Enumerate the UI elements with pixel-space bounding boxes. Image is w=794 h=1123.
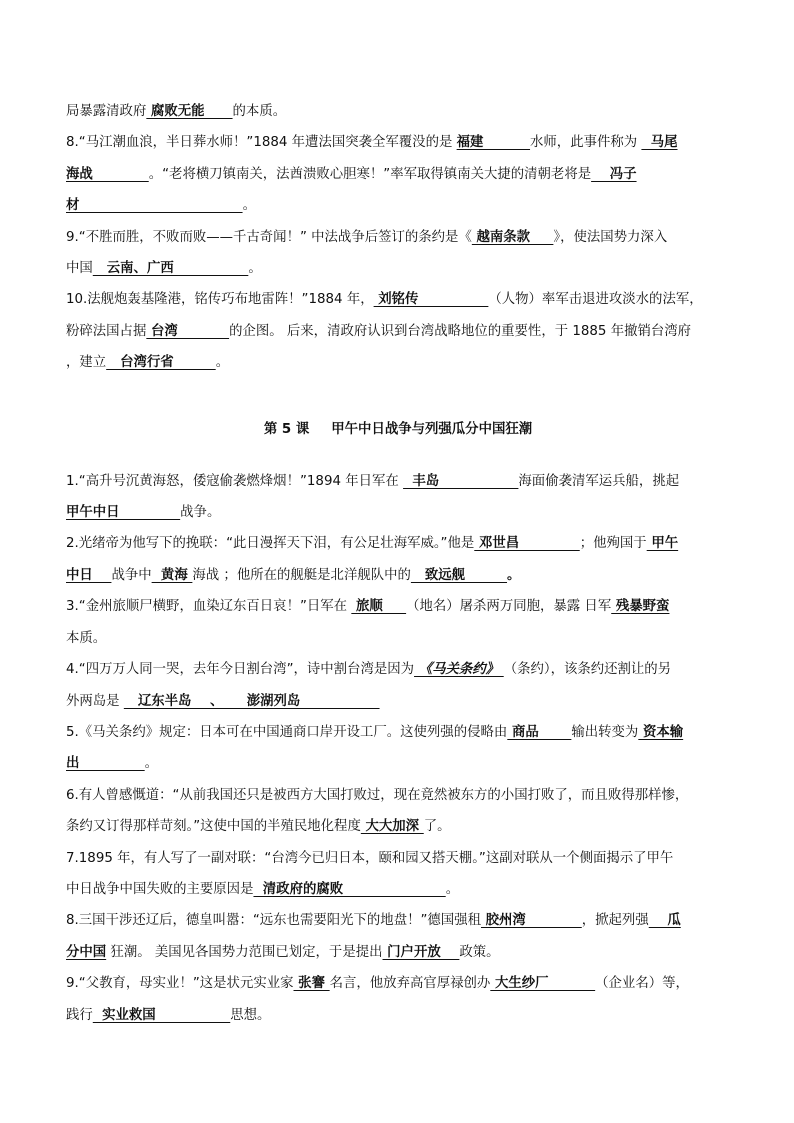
answer-blank: 旅顺 [351,599,407,615]
line-text: 。 [242,198,256,214]
line-text: 局暴露清政府 [66,104,147,119]
line-text: 》，使法国势力深入 [553,229,668,245]
line-text: 8.三国干涉还辽后，德皇叫嚣：“远东也需要阳光下的地盘！”德国强租 [66,913,481,929]
section-spacer [66,450,730,466]
text-line [66,190,730,221]
answer-blank: 分中国 [66,944,107,960]
answer-blank: 清政府的腐败 [253,881,446,897]
lesson-number: 第 5 课 [263,421,310,437]
answer-blank: 商品 [507,724,572,740]
text-line [66,316,730,347]
line-text: 中日战争中国失败的主要原因是 [66,881,254,897]
answer-blank: 实业救国 [92,1007,231,1023]
line-text: 7.1895 年，有人写了一副对联：“台湾今已归日本，颐和园又搭天棚。”这副对联从一个侧面揭示了甲午 [66,850,674,866]
question-line [66,591,730,622]
line-text: 思想。 [230,1007,271,1023]
line-text: （地名）屠杀两万同胞，暴露 日军 [406,599,612,615]
answer-blank: 海战 [66,166,149,182]
line-text: 4.“四万万人同一哭，去年今日割台湾”，诗中割台湾是因为 [66,662,415,678]
line-text: 。 [248,261,262,277]
line-text: 粉碎法国占据 [66,323,147,339]
line-text: 条约又订得那样苛刻。”这使中国的半殖民地化程度 [66,819,361,835]
line-text: （条约），该条约还割让的另 [503,662,672,678]
line-text: ，掀起列强 [581,913,649,929]
line-text: 。 [507,567,521,583]
line-text: 10.法舰炮轰基隆港，铭传巧布地雷阵！”1884 年， [66,292,374,308]
question-line [66,623,730,654]
line-text: 9.“父教育，母实业！”这是状元实业家 [66,976,294,992]
answer-blank: 甲午中日 [66,505,181,521]
line-text: 政策。 [459,944,500,960]
answer-blank: 大生纱厂 [490,976,596,992]
question-line [66,560,730,591]
line-text: 海战 ；他所在的舰艇是北洋舰队中的 [192,567,411,583]
text-line [66,96,730,127]
text-line [66,253,730,284]
line-text: （人物）率军击退进攻淡水的法军， [488,292,703,308]
question-line [66,717,730,748]
answer-blank: 资本输 [638,724,684,740]
question-line [66,686,730,717]
text-line [66,127,730,158]
answer-blank: 马尾 [641,135,678,151]
question-line [66,874,730,905]
line-text: （企业名）等， [595,976,689,992]
answer-blank: 辽东半岛 、 澎湖列岛 [123,693,380,709]
answer-blank: 《马关条约》 [414,662,504,678]
answer-blank: 瓜 [648,913,681,929]
question-line [66,780,730,811]
line-text: 9.“不胜而胜，不败而败——千古奇闻！” 中法战争后签订的条约是《 [66,229,472,245]
question-line [66,968,730,999]
line-text: ；他殉国于 [579,536,647,552]
line-text: 的本质。 [232,104,287,119]
answer-blank: 丰岛 [403,473,519,489]
answer-blank: 胶州湾 [480,913,582,929]
line-text: 的企图。 后来，清政府认识到台湾战略地位的重要性，于 1885 年撤销台湾府 [229,323,692,339]
line-text: ，建立 [66,355,107,371]
answer-blank: 大大加深 [360,819,424,835]
question-line [66,937,730,968]
line-text: 。 [445,881,460,897]
section-spacer [66,379,730,410]
answer-blank: 刘铭传 [373,292,489,308]
answer-blank: 云南、广西 [92,261,249,277]
line-text: 5.《马关条约》规定：日本可在中国通商口岸开设工厂。这使列强的侵略由 [66,724,508,740]
line-text: 1.“高升号沉黄海怒，倭寇偷袭燃烽烟！”1894 年日军在 [66,473,404,489]
answer-blank: 中日 [66,567,112,583]
line-text: 3.“金州旅顺尸横野，血染辽东百日哀！”日军在 [66,599,352,615]
line-text: 8.“马江潮血浪，半日葬水师！”1884 年遭法国突袭全军覆没的是 [66,135,457,151]
question-line [66,905,730,936]
lesson-title: 甲午中日战争与列强瓜分中国狂潮 [331,421,533,437]
line-text: 外两岛是 [66,693,124,709]
line-text: 名言，他放弃高官厚禄创办 [329,976,491,992]
line-text: 狂潮。 美国见各国势力范围已划定，于是提出 [106,944,383,960]
document-page [66,96,730,1031]
line-text: 水师，此事件称为 [530,135,642,151]
line-text: 。 [215,355,230,371]
answer-blank: 福建 [456,135,531,151]
question-line [66,843,730,874]
section-previous [66,96,730,379]
text-line [66,222,730,253]
answer-blank: 黄海 [151,567,193,583]
answer-blank: 材 [66,198,243,214]
line-text: 6.有人曾感慨道：“从前我国还只是被西方大国打败过，现在竟然被东方的小国打败了，而且败得那样惨， [66,787,689,803]
answer-blank: 致远舰 [410,567,508,583]
answer-blank: 越南条款 [471,229,554,245]
answer-blank: 甲午 [646,536,679,552]
text-line [66,159,730,190]
answer-blank: 冯子 [591,166,637,182]
question-line [66,1000,730,1031]
line-text: 。“老将横刀镇南关，法酋溃败心胆寒！”率军取得镇南关大捷的清朝老将是 [148,166,592,182]
question-line [66,811,730,842]
line-text: 了。 [423,819,451,835]
line-text: 2.光绪帝为他写下的挽联：“此日漫挥天下泪，有公足壮海军威。”他是 [66,536,475,552]
section-lesson-5 [66,466,730,1031]
text-line [66,347,730,378]
line-text: 战争中 [111,567,152,583]
answer-blank: 出 [66,756,145,772]
answer-blank: 残暴野蛮 [611,599,670,615]
line-text: 战争。 [180,505,221,521]
question-line [66,528,730,559]
question-line [66,466,730,497]
line-text: 践行 [66,1007,93,1023]
line-text: 输出转变为 [571,724,639,740]
question-line [66,497,730,528]
line-text: 海面偷袭清军运兵船，挑起 [518,473,680,489]
answer-blank: 张謇 [293,976,330,992]
line-text: 中国 [66,261,93,277]
question-line [66,748,730,779]
answer-blank: 台湾行省 [106,355,216,371]
line-text: 本质。 [66,630,107,646]
line-text: 。 [144,756,159,772]
text-line [66,284,730,315]
lesson-heading [66,410,730,450]
answer-blank: 腐败无能 [146,104,233,119]
question-line [66,654,730,685]
answer-blank: 门户开放 [382,944,460,960]
answer-blank: 台湾 [146,323,230,339]
answer-blank: 邓世昌 [474,536,580,552]
